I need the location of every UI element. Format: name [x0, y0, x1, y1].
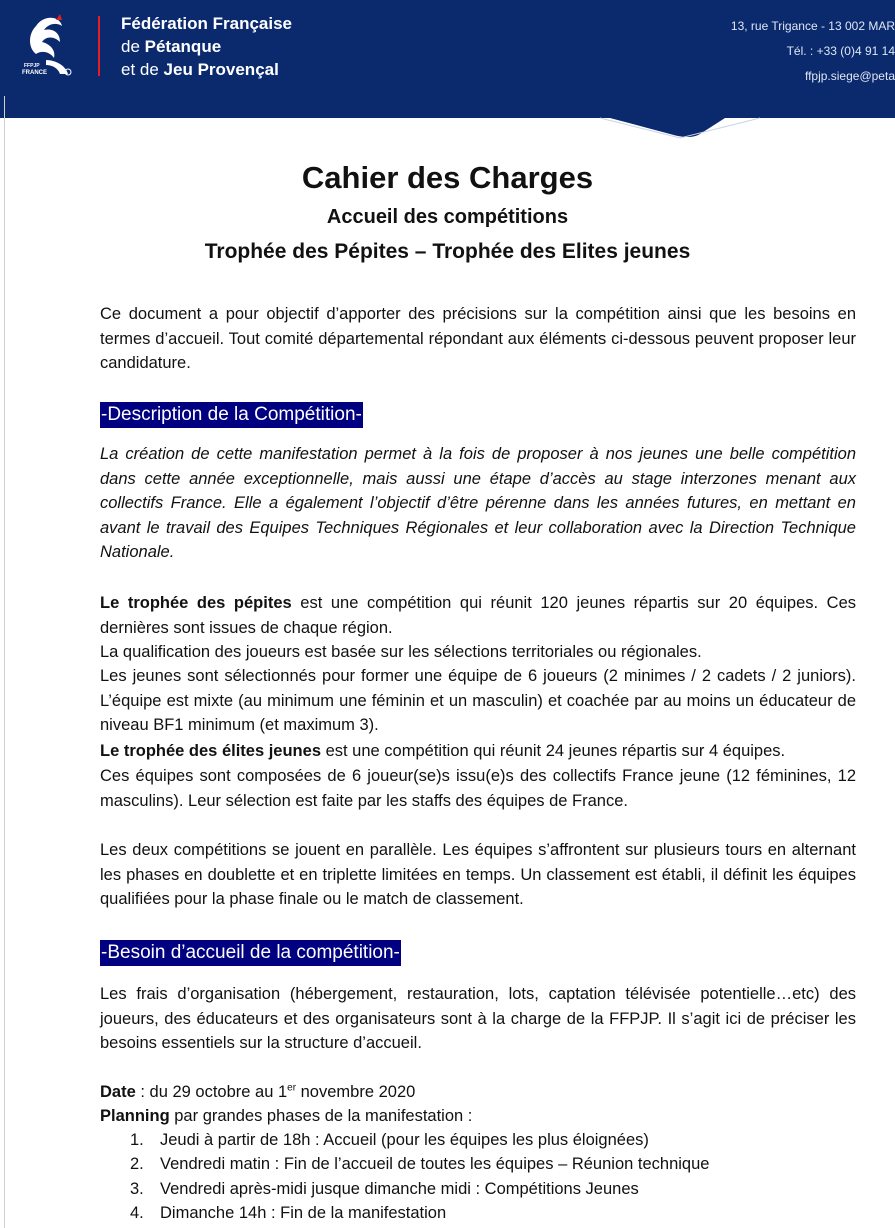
- list-item-text: Jeudi à partir de 18h : Accueil (pour les équipes les plus éloignées): [160, 1131, 649, 1149]
- phone: Tél. : +33 (0)4 91 14: [786, 44, 895, 58]
- org-line-2-bold: Pétanque: [144, 37, 222, 56]
- list-item: [130, 1128, 649, 1152]
- subtitle-1: Accueil des compétitions: [326, 206, 569, 228]
- date-text-b: novembre 2020: [296, 1083, 416, 1101]
- subtitle-2: Trophée des Pépites – Trophée des Elites jeunes: [204, 240, 691, 263]
- org-line-3-prefix: et de: [121, 60, 164, 79]
- date-superscript: er: [287, 1082, 297, 1094]
- date-line: [100, 1080, 415, 1104]
- planning-label: Planning: [100, 1107, 170, 1125]
- ffpjp-logo: [16, 12, 78, 80]
- org-line-1: Fédération Française: [121, 14, 293, 33]
- pepites-label: Le trophée des pépites: [100, 594, 292, 612]
- selection-paragraph: Les jeunes sont sélectionnés pour former une équipe de 6 joueurs (2 minimes / 2 cadets / 2 juniors). L’équipe est mixte (au minimum une féminin et un masculin) et coachée par au moins un éducateur de niveau BF1 minimum (et maximum 3).: [100, 667, 856, 734]
- federation-name: [121, 12, 292, 81]
- date-label: Date: [100, 1083, 136, 1101]
- list-item: [130, 1177, 639, 1201]
- list-item-text: Vendredi matin : Fin de l’accueil de toutes les équipes – Réunion technique: [160, 1155, 710, 1173]
- elites-label: Le trophée des élites jeunes: [100, 742, 321, 760]
- elites-line: [100, 739, 856, 764]
- org-line-3-bold: Jeu Provençal: [163, 60, 279, 79]
- email: ffpjp.siege@peta: [804, 69, 895, 83]
- list-item-number: 1.: [130, 1131, 144, 1149]
- list-item-number: 2.: [130, 1155, 144, 1173]
- logo-text-top: FFPJP: [24, 63, 40, 69]
- logo-divider: [98, 16, 100, 76]
- logo-text-bottom: FRANCE: [22, 70, 47, 76]
- intro-paragraph: Ce document a pour objectif d’apporter des précisions sur la compétition ainsi que les besoins en termes d’accueil. Tout comité départemental répondant aux éléments ci-dessous peuvent proposer leur candidature.: [100, 305, 856, 372]
- page-title: Cahier des Charges: [301, 160, 594, 195]
- section-heading-besoin: -Besoin d’accueil de la compétition-: [100, 940, 401, 966]
- date-text-a: : du 29 octobre au 1: [135, 1083, 288, 1101]
- description-paragraph: La création de cette manifestation permet à la fois de proposer à nos jeunes une belle compétition dans cette année exceptionnelle, mais aussi une étape d’accès au stage interzones menant aux collectifs France. Elle a également l’objectif d’être pérenne dans les années futures, en mettant en avant le travail des Equipes Techniques Régionales et leur collaboration avec la Direction Technique Nationale.: [100, 445, 856, 561]
- section-heading-description: -Description de la Compétition-: [100, 402, 363, 428]
- address: 13, rue Trigance - 13 002 MAR: [730, 19, 895, 33]
- page-left-border: [4, 96, 5, 1228]
- list-item-number: 4.: [130, 1204, 144, 1222]
- org-line-2-prefix: de: [121, 37, 145, 56]
- parallel-paragraph: Les deux compétitions se jouent en parallèle. Les équipes s’affrontent sur plusieurs tours en alternant les phases en doublette et en triplette limitées en temps. Un classement est établi, il définit les équipes qualifiées pour la phase finale ou le match de classement.: [100, 841, 856, 908]
- elites-text: est une compétition qui réunit 24 jeunes répartis sur 4 équipes.: [321, 742, 786, 760]
- list-item: [130, 1152, 709, 1176]
- planning-text: par grandes phases de la manifestation :: [169, 1107, 473, 1125]
- list-item-number: 3.: [130, 1180, 144, 1198]
- pepites-paragraph: [100, 591, 856, 640]
- contact-block: [731, 14, 895, 89]
- list-item-text: Dimanche 14h : Fin de la manifestation: [160, 1204, 447, 1222]
- qualification-line: La qualification des joueurs est basée sur les sélections territoriales ou régionales.: [100, 643, 702, 661]
- elites-teams-paragraph: Ces équipes sont composées de 6 joueur(se)s issu(e)s des collectifs France jeune (12 féminines, 12 masculins). Leur sélection est faite par les staffs des équipes de France.: [100, 767, 856, 810]
- list-item: [130, 1201, 446, 1225]
- list-item-text: Vendredi après-midi jusque dimanche midi : Compétitions Jeunes: [160, 1180, 639, 1198]
- pepites-text: est une compétition qui réunit 120 jeunes répartis sur 20 équipes. Ces dernières sont issues de chaque région.: [100, 594, 857, 637]
- planning-line: [100, 1104, 472, 1128]
- letterhead: [0, 0, 895, 140]
- costs-paragraph: Les frais d’organisation (hébergement, restauration, lots, captation télévisée potentielle…etc) des joueurs, des éducateurs et des organisateurs sont à la charge de la FFPJP. Il s’agit ici de préciser les besoins essentiels sur la structure d’accueil.: [100, 985, 856, 1052]
